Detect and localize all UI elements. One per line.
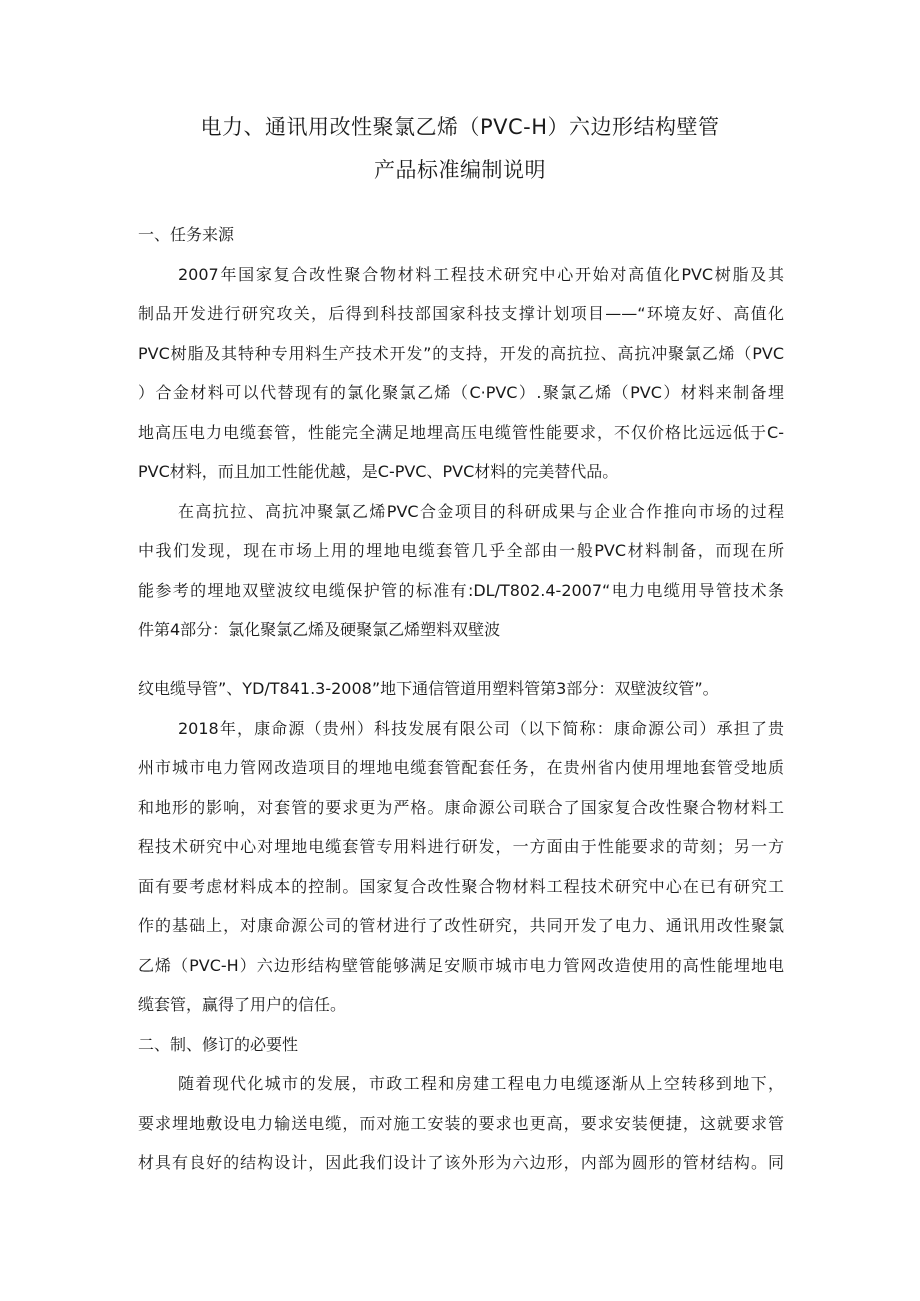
- section-heading-necessity: 二、制、修订的必要性: [138, 1035, 299, 1054]
- paragraph-line: 材具有良好的结构设计，因此我们设计了该外形为六边形，内部为圆形的管材结构。同: [138, 1153, 784, 1172]
- paragraph-line: 程技术研究中心对埋地电缆套管专用料进行研发，一方面由于性能要求的苛刻；另一方: [138, 837, 784, 856]
- paragraph-line: PVC树脂及其特种专用料生产技术开发”的支持，开发的高抗拉、高抗冲聚氯乙烯（PVC: [138, 344, 784, 363]
- paragraph-line: 中我们发现，现在市场上用的埋地电缆套管几乎全部由一般PVC材料制备，而现在所: [138, 541, 784, 560]
- paragraph-line: 地高压电力电缆套管，性能完全满足地埋高压电缆管性能要求，不仅价格比远远低于C-: [138, 423, 784, 442]
- paragraph-line: 件第4部分：氯化聚氯乙烯及硬聚氯乙烯塑料双壁波: [138, 620, 501, 639]
- paragraph-line: ）合金材料可以代替现有的氯化聚氯乙烯（C·PVC）.聚氯乙烯（PVC）材料来制备埋: [138, 383, 784, 402]
- paragraph-line: 要求埋地敷设电力输送电缆，而对施工安装的要求也更高，要求安装便捷，这就要求管: [138, 1114, 784, 1133]
- paragraph-line: 能参考的埋地双壁波纹电缆保护管的标准有:DL/T802.4-2007“电力电缆用导管技术条: [138, 581, 784, 600]
- paragraph-line: 作的基础上，对康命源公司的管材进行了改性研究，共同开发了电力、通讯用改性聚氯: [138, 916, 784, 935]
- paragraph-line: 乙烯（PVC-H）六边形结构壁管能够满足安顺市城市电力管网改造使用的高性能埋地电: [138, 956, 784, 975]
- paragraph-line: 面有要考虑材料成本的控制。国家复合改性聚合物材料工程技术研究中心在已有研究工: [138, 877, 784, 896]
- document-title: 电力、通讯用改性聚氯乙烯（PVC-H）六边形结构壁管: [200, 115, 720, 139]
- paragraph-line: 和地形的影响，对套管的要求更为严格。康命源公司联合了国家复合改性聚合物材料工: [138, 798, 784, 817]
- paragraph-line: 制品开发进行研究攻关，后得到科技部国家科技支撑计划项目——“环境友好、高值化: [138, 304, 784, 323]
- section-heading-task-source: 一、任务来源: [138, 225, 235, 244]
- paragraph-line: 2018年，康命源（贵州）科技发展有限公司（以下简称：康命源公司）承担了贵: [178, 719, 784, 738]
- paragraph-line: 缆套管，赢得了用户的信任。: [138, 995, 347, 1014]
- paragraph-line: 2007年国家复合改性聚合物材料工程技术研究中心开始对高值化PVC树脂及其: [178, 265, 784, 284]
- paragraph-line: 纹电缆导管”、YD/T841.3-2008”地下通信管道用塑料管第3部分：双壁波纹管”。: [138, 679, 719, 698]
- paragraph-line: 在高抗拉、高抗冲聚氯乙烯PVC合金项目的科研成果与企业合作推向市场的过程: [178, 502, 784, 521]
- document-subtitle: 产品标准编制说明: [374, 158, 546, 182]
- paragraph-line: PVC材料，而且加工性能优越，是C-PVC、PVC材料的完美替代品。: [138, 462, 619, 481]
- paragraph-line: 州市城市电力管网改造项目的埋地电缆套管配套任务，在贵州省内使用埋地套管受地质: [138, 758, 784, 777]
- paragraph-line: 随着现代化城市的发展，市政工程和房建工程电力电缆逐渐从上空转移到地下，: [178, 1074, 784, 1093]
